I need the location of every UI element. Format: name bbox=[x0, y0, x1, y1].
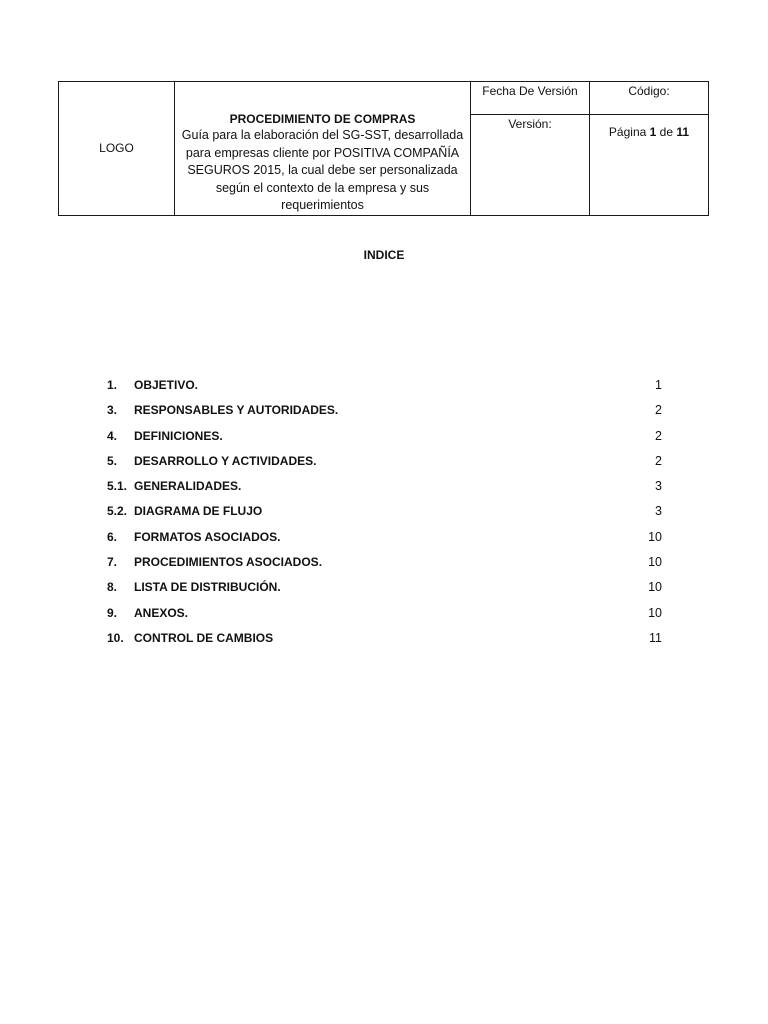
logo-placeholder bbox=[59, 82, 175, 216]
toc-label: PROCEDIMIENTOS ASOCIADOS. bbox=[134, 555, 323, 570]
toc-number: 5.2. bbox=[107, 504, 128, 519]
toc-label: DEFINICIONES. bbox=[134, 428, 223, 443]
version-date-cell bbox=[471, 82, 590, 115]
toc-page-number: 10 bbox=[648, 580, 662, 595]
toc-label: RESPONSABLES Y AUTORIDADES. bbox=[134, 403, 339, 418]
page-current: 1 bbox=[649, 125, 657, 139]
version-label: Versión: bbox=[508, 117, 552, 131]
toc-entry[interactable] bbox=[107, 377, 662, 402]
toc-label: GENERALIDADES. bbox=[134, 479, 242, 494]
toc-entry[interactable] bbox=[107, 554, 662, 579]
toc-page-number: 2 bbox=[655, 403, 662, 418]
toc-page-number: 11 bbox=[649, 630, 662, 645]
toc-entry[interactable] bbox=[107, 453, 662, 478]
toc-entry[interactable] bbox=[107, 579, 662, 604]
toc-entry[interactable] bbox=[107, 503, 662, 528]
document-subtitle: Guía para la elaboración del SG-SST, desarrollada para empresas cliente por POSITIVA COMPAÑÍA SEGUROS 2015, la cual debe ser personalizada según el contexto de la empresa y sus requerimientos bbox=[181, 128, 464, 212]
page-of: de bbox=[659, 125, 674, 139]
toc-number: 5. bbox=[107, 453, 118, 468]
toc-entry[interactable] bbox=[107, 402, 662, 427]
toc-entry[interactable] bbox=[107, 529, 662, 554]
toc-entry[interactable] bbox=[107, 478, 662, 503]
toc-label: OBJETIVO. bbox=[134, 378, 199, 392]
page-prefix: Página bbox=[608, 125, 647, 139]
toc-page-number: 3 bbox=[655, 479, 662, 494]
toc-page-number: 10 bbox=[648, 555, 662, 570]
toc-page-number: 1 bbox=[655, 378, 662, 392]
toc-entry[interactable] bbox=[107, 630, 662, 655]
toc-label: DESARROLLO Y ACTIVIDADES. bbox=[134, 453, 317, 468]
toc-page-number: 10 bbox=[648, 605, 662, 620]
page-number-cell bbox=[590, 115, 709, 216]
toc-page-number: 2 bbox=[655, 428, 662, 443]
toc-label: ANEXOS. bbox=[134, 605, 189, 620]
toc-label: DIAGRAMA DE FLUJO bbox=[134, 504, 263, 519]
toc-page-number: 3 bbox=[655, 504, 662, 519]
toc-label: CONTROL DE CAMBIOS bbox=[134, 630, 274, 645]
toc-number: 8. bbox=[107, 580, 118, 595]
table-of-contents bbox=[107, 377, 662, 655]
version-date-label: Fecha De Versión bbox=[482, 84, 578, 98]
page-total: 11 bbox=[676, 125, 690, 139]
logo-text: LOGO bbox=[99, 141, 134, 156]
toc-number: 9. bbox=[107, 605, 118, 620]
toc-number: 7. bbox=[107, 555, 118, 570]
toc-number: 4. bbox=[107, 428, 118, 443]
version-cell bbox=[471, 115, 590, 216]
code-cell bbox=[590, 82, 709, 115]
toc-entry[interactable] bbox=[107, 605, 662, 630]
index-heading: INDICE bbox=[363, 248, 405, 262]
code-label: Código: bbox=[628, 84, 670, 98]
toc-number: 5.1. bbox=[107, 479, 128, 494]
document-title: PROCEDIMIENTO DE COMPRAS bbox=[229, 112, 416, 126]
toc-entry[interactable] bbox=[107, 428, 662, 453]
toc-page-number: 2 bbox=[655, 453, 662, 468]
document-title-cell bbox=[175, 82, 471, 216]
toc-number: 3. bbox=[107, 403, 118, 418]
document-header-table bbox=[58, 81, 709, 216]
toc-label: FORMATOS ASOCIADOS. bbox=[134, 529, 281, 544]
toc-number: 1. bbox=[107, 378, 118, 392]
toc-label: LISTA DE DISTRIBUCIÓN. bbox=[134, 580, 281, 595]
toc-number: 6. bbox=[107, 529, 118, 544]
toc-number: 10. bbox=[107, 630, 124, 645]
toc-page-number: 10 bbox=[648, 529, 662, 544]
